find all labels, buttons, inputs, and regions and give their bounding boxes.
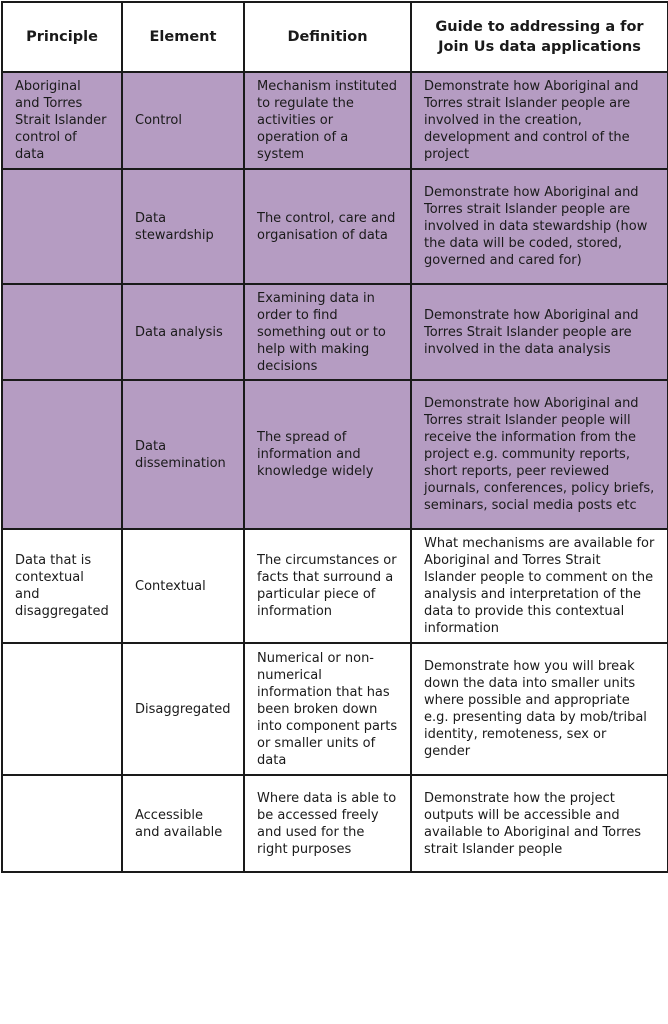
header-guide: Guide to addressing a for Join Us data applications [411, 2, 668, 72]
guide-cell: Demonstrate how Aboriginal and Torres strait Islander people are involved in the creation, development and control of the project [411, 72, 668, 169]
element-cell: Data dissemination [122, 380, 244, 529]
principle-cell: Aboriginal and Torres Strait Islander control of data [2, 72, 122, 169]
table-row [2, 643, 668, 775]
principle-cell [2, 643, 122, 775]
element-cell: Accessible and available [122, 775, 244, 872]
definition-cell: The spread of information and knowledge widely [244, 380, 411, 529]
definition-cell: Examining data in order to find something out or to help with making decisions [244, 284, 411, 380]
definition-cell: Where data is able to be accessed freely and used for the right purposes [244, 775, 411, 872]
table-row [2, 529, 668, 643]
principle-cell [2, 169, 122, 284]
element-cell: Control [122, 72, 244, 169]
definition-cell: The circumstances or facts that surround a particular piece of information [244, 529, 411, 643]
definition-cell: Mechanism instituted to regulate the activities or operation of a system [244, 72, 411, 169]
principle-cell [2, 284, 122, 380]
table-row [2, 169, 668, 284]
element-cell: Contextual [122, 529, 244, 643]
guide-cell: Demonstrate how Aboriginal and Torres strait Islander people are involved in data stewardship (how the data will be coded, stored, governed and cared for) [411, 169, 668, 284]
header-principle: Principle [2, 2, 122, 72]
definition-cell: The control, care and organisation of data [244, 169, 411, 284]
guide-cell: Demonstrate how the project outputs will be accessible and available to Aboriginal and Torres strait Islander people [411, 775, 668, 872]
table-row [2, 284, 668, 380]
header-definition: Definition [244, 2, 411, 72]
principle-cell [2, 775, 122, 872]
table-row [2, 775, 668, 872]
guide-cell: What mechanisms are available for Aboriginal and Torres Strait Islander people to comment on the analysis and interpretation of the data to provide this contextual information [411, 529, 668, 643]
element-cell: Data stewardship [122, 169, 244, 284]
header-element: Element [122, 2, 244, 72]
table-row [2, 72, 668, 169]
guide-cell: Demonstrate how Aboriginal and Torres Strait Islander people are involved in the data analysis [411, 284, 668, 380]
definition-cell: Numerical or non-numerical information that has been broken down into component parts or smaller units of data [244, 643, 411, 775]
guide-cell: Demonstrate how you will break down the data into smaller units where possible and appropriate e.g. presenting data by mob/tribal identity, remoteness, sex or gender [411, 643, 668, 775]
principles-table [1, 1, 668, 873]
element-cell: Disaggregated [122, 643, 244, 775]
guide-cell: Demonstrate how Aboriginal and Torres strait Islander people will receive the information from the project e.g. community reports, short reports, peer reviewed journals, conferences, policy briefs, seminars, social media posts etc [411, 380, 668, 529]
principle-cell: Data that is contextual and disaggregated [2, 529, 122, 643]
element-cell: Data analysis [122, 284, 244, 380]
principle-cell [2, 380, 122, 529]
header-row [2, 2, 668, 72]
table-row [2, 380, 668, 529]
